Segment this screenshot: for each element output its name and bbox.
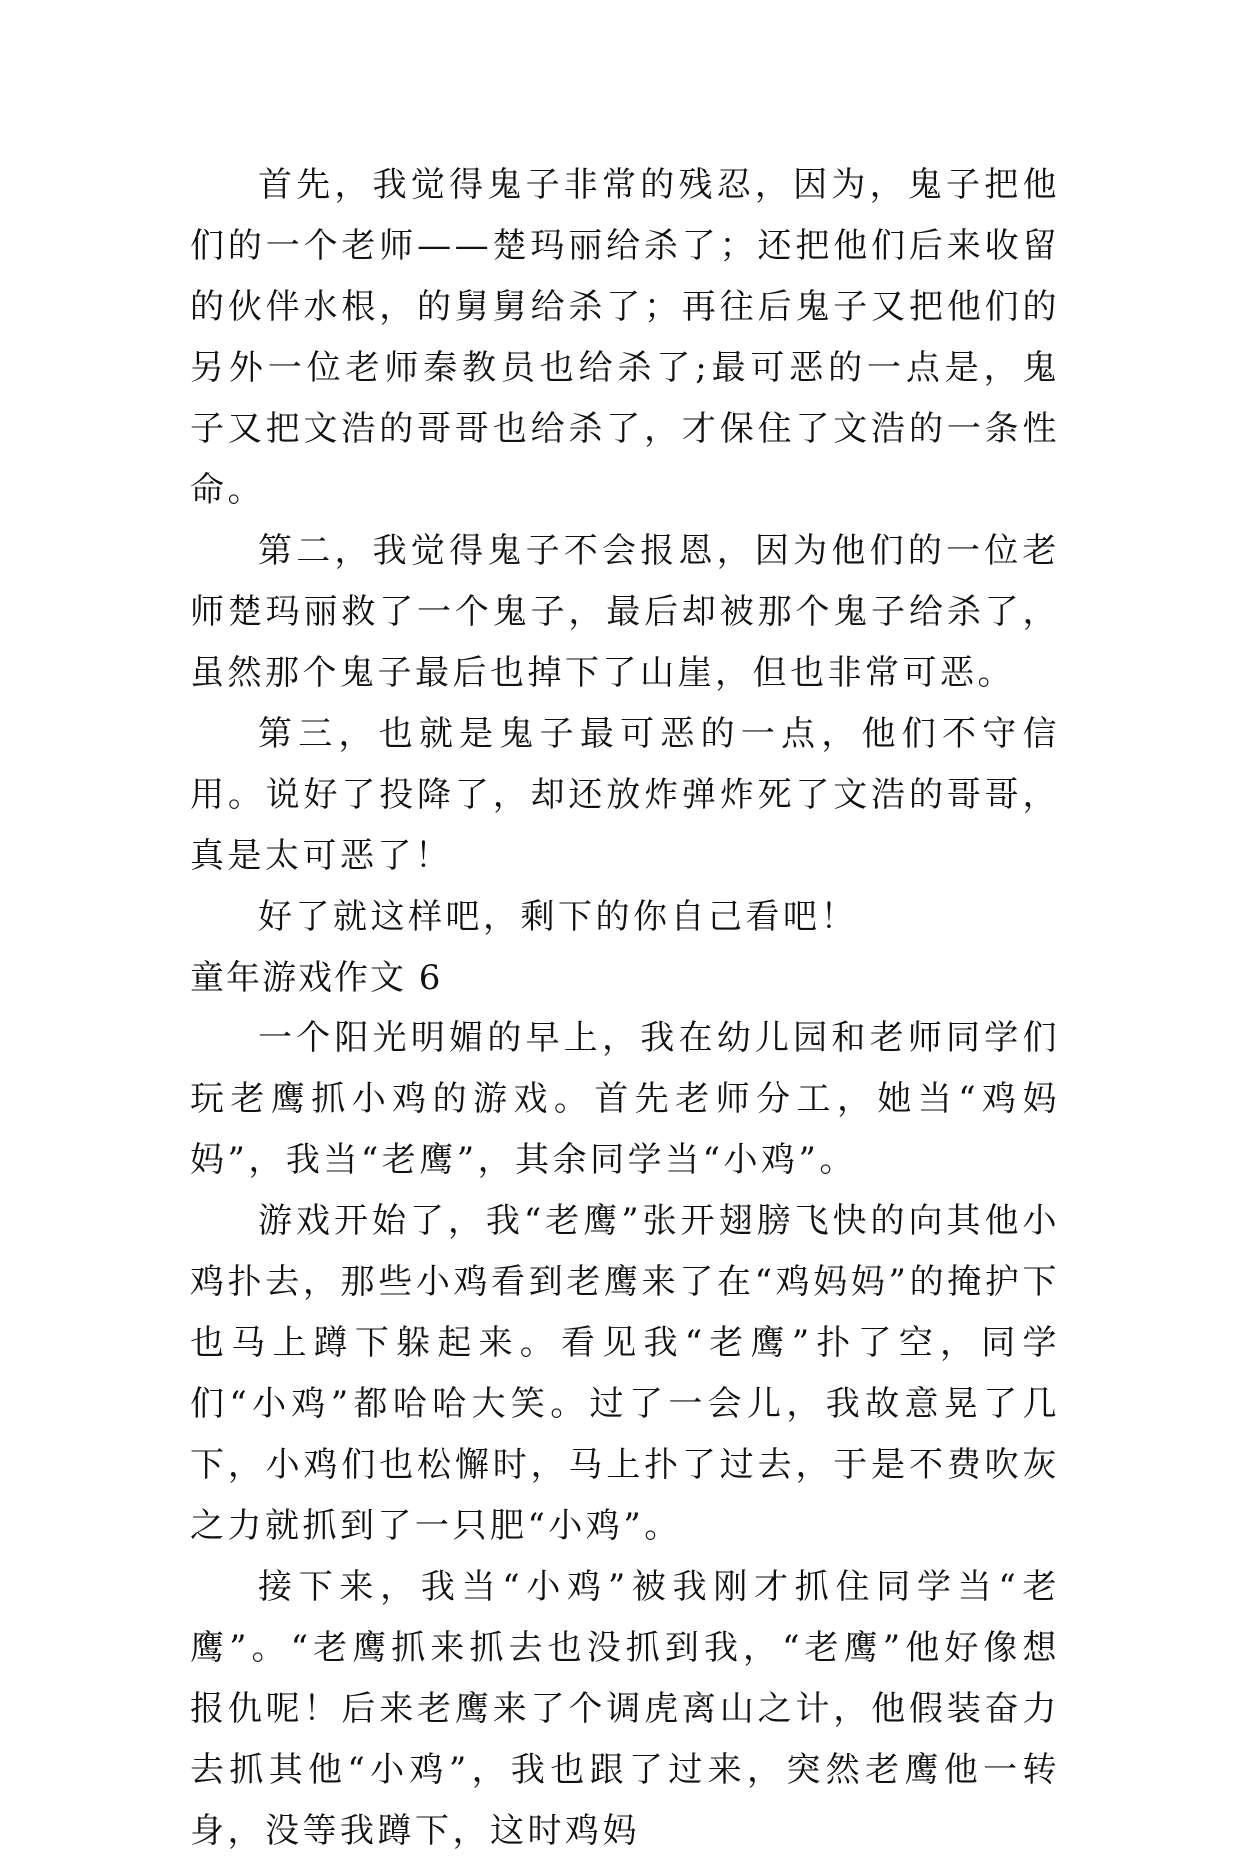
paragraph: 好了就这样吧，剩下的你自己看吧！	[258, 897, 858, 937]
document-body	[190, 155, 1060, 1862]
paragraph: 第三，也就是鬼子最可恶的一点，他们不守信用。说好了投降了，却还放炸弹炸死了文浩的哥哥，真是太可恶了！	[190, 714, 1060, 876]
paragraph: 游戏开始了，我“老鹰”张开翅膀飞快的向其他小鸡扑去，那些小鸡看到老鹰来了在“鸡妈妈”的掩护下也马上蹲下躲起来。看见我“老鹰”扑了空，同学们“小鸡”都哈哈大笑。过了一会儿，我故意晃了几下，小鸡们也松懈时，马上扑了过去，于是不费吹灰之力就抓到了一只肥“小鸡”。	[190, 1201, 1060, 1546]
paragraph: 一个阳光明媚的早上，我在幼儿园和老师同学们玩老鹰抓小鸡的游戏。首先老师分工，她当“鸡妈妈”，我当“老鹰”，其余同学当“小鸡”。	[190, 1018, 1060, 1180]
paragraph: 第二，我觉得鬼子不会报恩，因为他们的一位老师楚玛丽救了一个鬼子，最后却被那个鬼子给杀了，虽然那个鬼子最后也掉下了山崖，但也非常可恶。	[190, 531, 1060, 693]
paragraph: 接下来，我当“小鸡”被我刚才抓住同学当“老鹰”。“老鹰抓来抓去也没抓到我，“老鹰”他好像想报仇呢！后来老鹰来了个调虎离山之计，他假装奋力去抓其他“小鸡”，我也跟了过来，突然老鹰他一转身，没等我蹲下，这时鸡妈	[190, 1567, 1060, 1851]
section-heading: 童年游戏作文 6	[190, 958, 443, 998]
paragraph: 首先，我觉得鬼子非常的残忍，因为，鬼子把他们的一个老师——楚玛丽给杀了；还把他们后来收留的伙伴水根，的舅舅给杀了；再往后鬼子又把他们的另外一位老师秦教员也给杀了;最可恶的一点是，鬼子又把文浩的哥哥也给杀了，才保住了文浩的一条性命。	[190, 165, 1060, 510]
